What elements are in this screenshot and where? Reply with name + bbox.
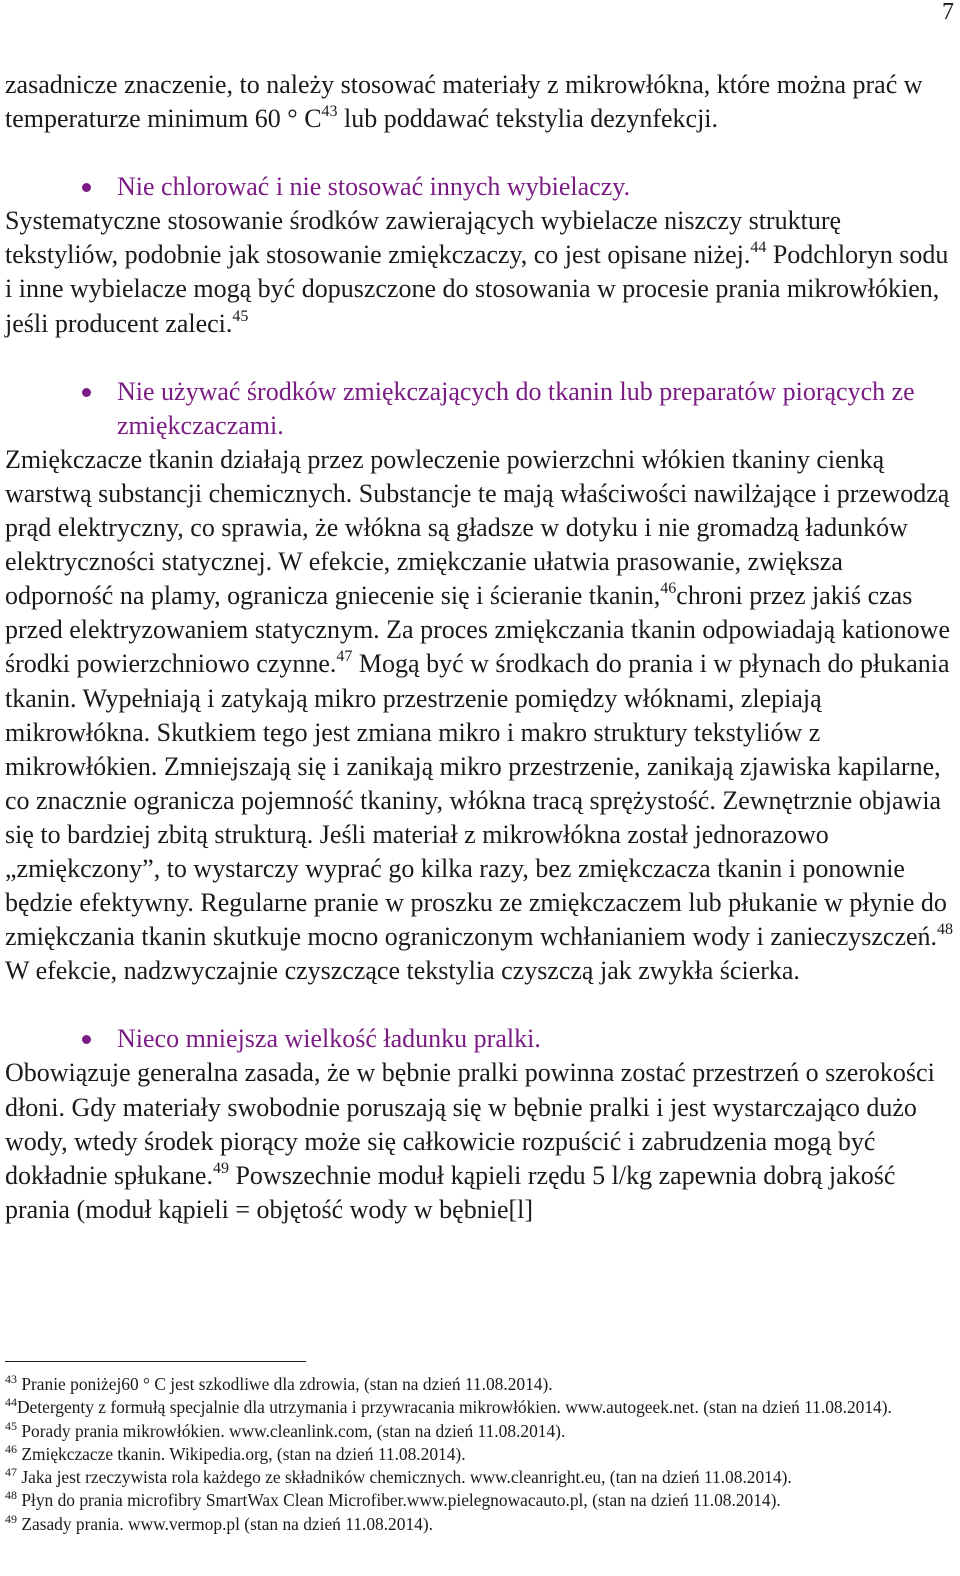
footnote-ref: 47 — [336, 648, 353, 666]
bullet-icon — [82, 183, 91, 192]
bullet-heading-softeners: Nie używać środków zmiękczających do tkanin lub preparatów piorących ze zmiękczaczami. — [5, 375, 957, 443]
bullet-heading-bleach: Nie chlorować i nie stosować innych wybielaczy. — [5, 170, 957, 204]
bullet-heading-load: Nieco mniejsza wielkość ładunku pralki. — [5, 1022, 957, 1056]
footnote-ref: 45 — [232, 307, 249, 325]
footnote-ref: 44 — [750, 239, 767, 257]
page-number: 7 — [942, 0, 954, 25]
paragraph-softeners: Zmiękczacze tkanin działają przez powleczenie powierzchni włókien tkaniny cienką warstwą substancji chemicznych. Substancje te mają właściwości nawilżające i przewodzą prąd elektryczny, co sprawia, że włókna są gładsze w dotyku i nie gromadzą ładunków elektryczności statycznej. W efekcie, zmiękczanie ułatwia prasowanie, zwiększa odporność na plamy, ogranicza gniecenie się i ścieranie tkanin,$^{46}$chroni przez jakiś czas przed elektryzowaniem statycznym. Za proces zmiękczania tkanin odpowiadają kationowe środki powierzchniowo czynne.$^{47}$ Mogą być w środkach do prania i w płynach do płukania tkanin. Wypełniają i zatykają mikro przestrzenie pomiędzy włóknami, zlepiają mikrowłókna. Skutkiem tego jest zmiana mikro i makro struktury tekstyliów z mikrowłókien. Zmniejszają się i zanikają mikro przestrzenie, zanikają zjawiska kapilarne, co znacznie ogranicza pojemność tkaniny, włókna tracą sprężystość. Zewnętrznie objawia się to bardziej zbitą strukturą. Jeśli materiał z mikrowłókna został jednorazowo „zmiękczony”, to wystarczy wyprać go kilka razy, bez zmiękczacza tkanin i ponownie będzie efektywny. Regularne pranie w proszku ze zmiękczaczem lub płukanie w płynie do zmiękczania tkanin skutkuje mocno ograniczonym wchłanianiem wody i zanieczyszczeń.$^{48}$ W efekcie, nadzwyczajnie czyszczące tekstylia czyszczą jak zwykła ścierka. — [5, 444, 954, 986]
paragraph-intro: zasadnicze znaczenie, to należy stosować materiały z mikrowłókna, które można prać w temperaturze minimum 60 ° $C^{43}$ lub poddawać tekstylia dezynfekcji. — [5, 70, 923, 134]
footnote-ref: 49 — [212, 1159, 229, 1177]
footnote-ref: 46 — [660, 580, 677, 598]
footnote-item: $^{49}$ Zasady prania. www.vermop.pl (stan na dzień 11.08.2014). — [5, 1511, 433, 1534]
footnote-ref: 43 — [321, 103, 338, 121]
footnote-ref: 48 — [937, 921, 954, 939]
bullet-icon — [82, 388, 91, 397]
footnote-item: $^{47}$ Jaka jest rzeczywista rola każdego ze składników chemicznych. www.cleanright.eu, (tan na dzień 11.08.2014). — [5, 1465, 792, 1488]
footnote-divider — [5, 1361, 306, 1362]
footnote-item: $^{43}$ Pranie poniżej60 ° C jest szkodliwe dla zdrowia, (stan na dzień 11.08.2014). — [5, 1372, 553, 1394]
footnote-item: $^{44}$Detergenty z formułą specjalnie dla utrzymania i przywracania mikrowłókien. www.autogeek.net. (stan na dzień 11.08.2014). — [5, 1395, 892, 1418]
paragraph-bleach: Systematyczne stosowanie środków zawierających wybielacze niszczy strukturę tekstyliów, podobnie jak stosowanie zmiękczaczy, co jest opisane niżej.$^{44}$ Podchloryn sodu i inne wybielacze mogą być dopuszczone do stosowania w procesie prania mikrowłókien, jeśli producent zaleci.$^{45}$ — [5, 206, 949, 338]
bullet-icon — [82, 1035, 91, 1044]
footnote-item: $^{45}$ Porady prania mikrowłókien. www.cleanlink.com, (stan na dzień 11.08.2014). — [5, 1418, 566, 1441]
footnotes — [5, 1373, 955, 1536]
footnote-item: $^{48}$ Płyn do prania microfibry SmartWax Clean Microfiber.www.pielegnowacauto.pl, (stan na dzień 11.08.2014). — [5, 1488, 781, 1511]
footnote-item: $^{46}$ Zmiękczacze tkanin. Wikipedia.org, (stan na dzień 11.08.2014). — [5, 1441, 466, 1464]
paragraph-load: Obowiązuje generalna zasada, że w bębnie pralki powinna zostać przestrzeń o szerokości dłoni. Gdy materiały swobodnie poruszają się w bębnie pralki i jest wystarczająco dużo wody, wtedy środek piorący może się całkowicie rozpuścić i zabrudzenia mogą być dokładnie spłukane.$^{49}$ Powszechnie moduł kąpieli rzędu 5 l/kg zapewnia dobrą jakość prania (moduł kąpieli = objętość wody w bębnie[l] — [5, 1058, 935, 1224]
page-body — [5, 68, 957, 1227]
